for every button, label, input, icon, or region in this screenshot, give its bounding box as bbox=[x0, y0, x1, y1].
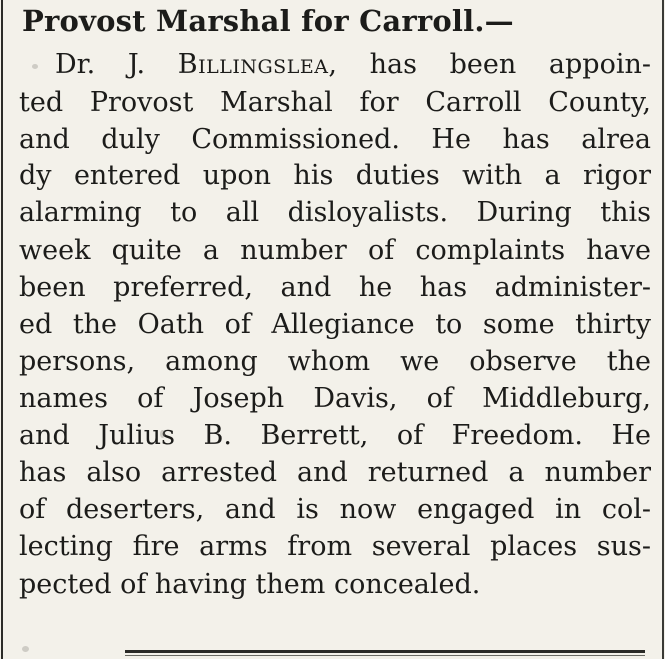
article-line-1 bbox=[55, 49, 651, 81]
paper-speck bbox=[22, 646, 29, 652]
article-line: and Julius B. Berrett, of Freedom. He bbox=[19, 420, 651, 451]
byline-initials: Dr. J. bbox=[55, 49, 178, 80]
article-line: been preferred, and he has administer- bbox=[19, 272, 651, 303]
article-line: alarming to all disloyalists. During this bbox=[19, 197, 651, 228]
article-line: ed the Oath of Allegiance to some thirty bbox=[19, 309, 651, 340]
column-end-rule-thin bbox=[125, 655, 645, 656]
paper-speck bbox=[32, 64, 38, 69]
article-line: of deserters, and is now engaged in col- bbox=[19, 494, 651, 525]
article-line: has also arrested and returned a number bbox=[19, 457, 651, 488]
article-line: week quite a number of complaints have bbox=[19, 235, 651, 266]
headline: Provost Marshal for Carroll.— bbox=[22, 4, 514, 38]
article-line: dy entered upon his duties with a rigor bbox=[19, 160, 651, 191]
article-line: and duly Commissioned. He has alrea bbox=[19, 124, 651, 155]
article-line: lecting fire arms from several places sus- bbox=[19, 531, 651, 562]
article-line: names of Joseph Davis, of Middleburg, bbox=[19, 383, 651, 414]
byline-name: Billingslea bbox=[177, 49, 329, 80]
article-line: pected of having them concealed. bbox=[19, 569, 481, 600]
article-line: ted Provost Marshal for Carroll County, bbox=[19, 87, 651, 118]
line1-rest: , has been appoin- bbox=[328, 49, 651, 80]
column-end-rule bbox=[125, 650, 645, 653]
article-line: persons, among whom we observe the bbox=[19, 346, 651, 377]
paper-speck bbox=[160, 430, 165, 438]
